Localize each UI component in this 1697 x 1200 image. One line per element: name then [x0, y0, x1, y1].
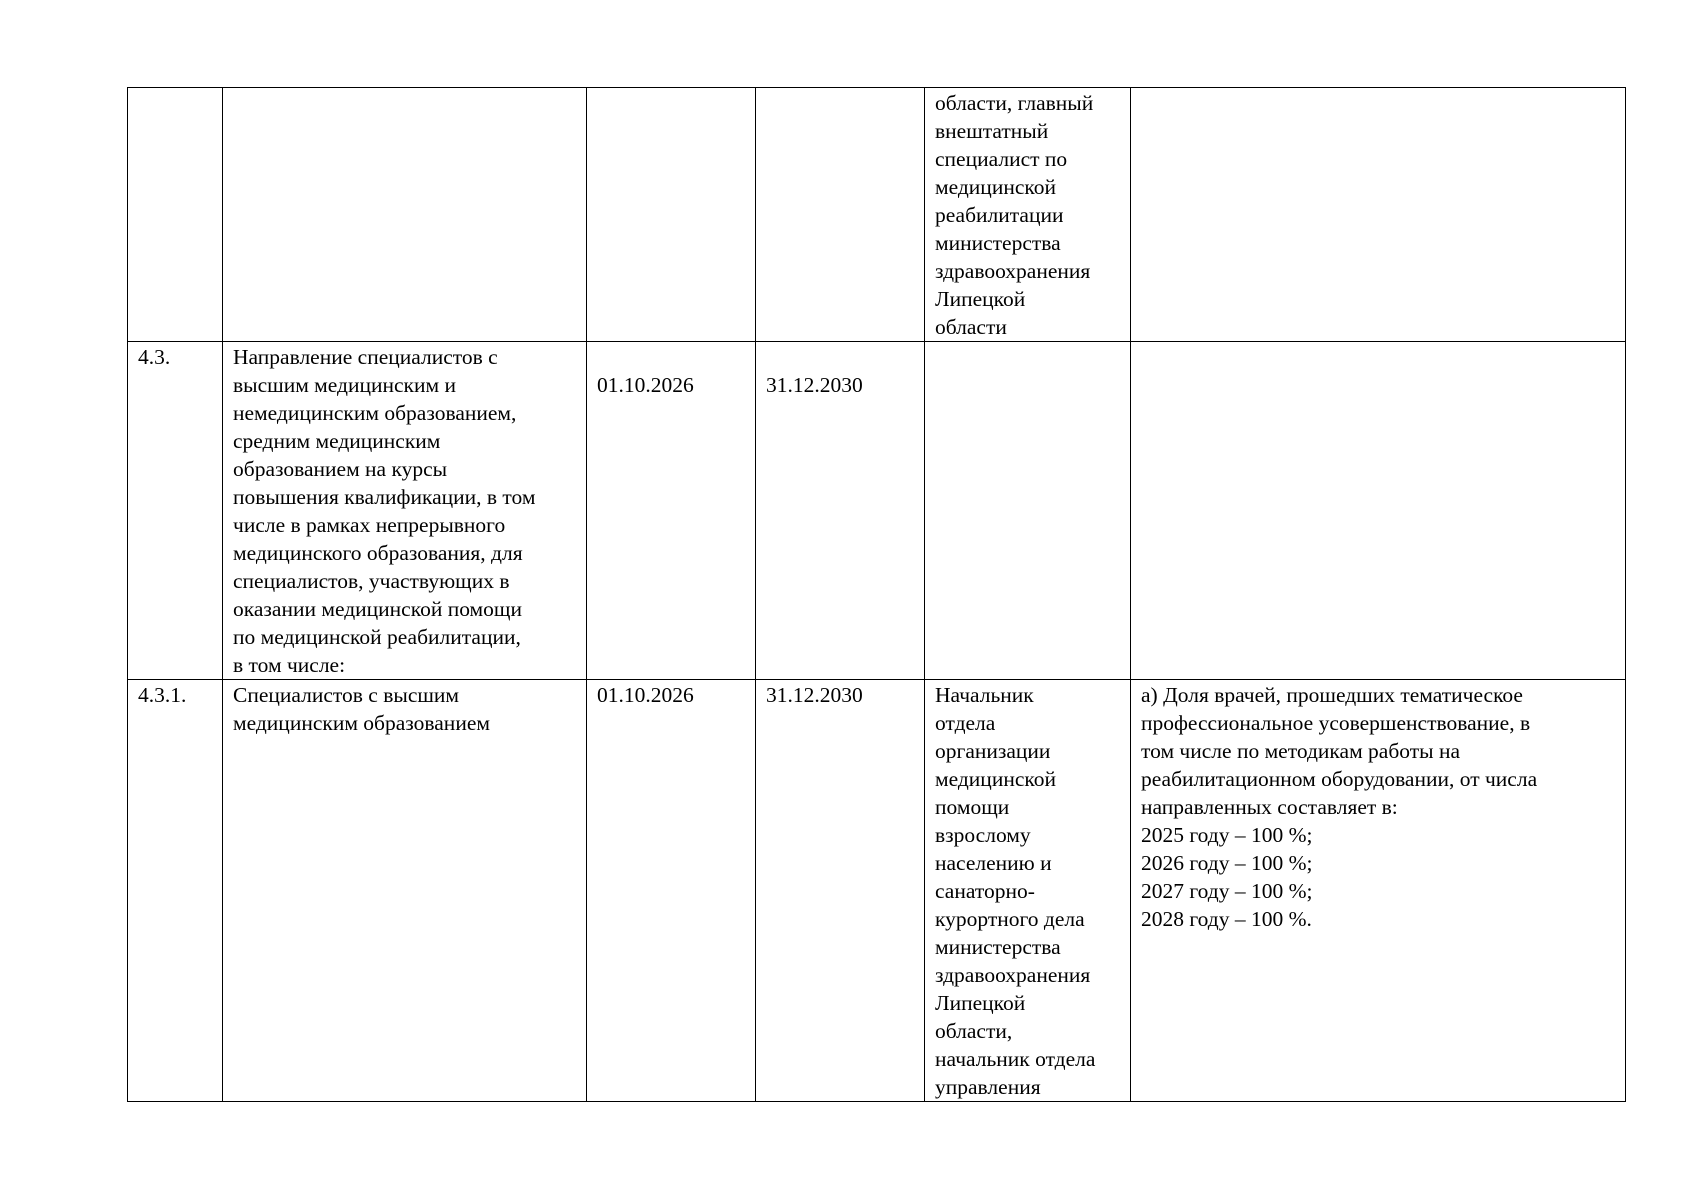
result-cell	[1131, 342, 1626, 680]
activity-name: Специалистов с высшим медицинским образованием	[233, 683, 490, 735]
row-number-cell	[128, 342, 223, 680]
activity-name-cell	[223, 342, 587, 680]
table-row	[128, 88, 1626, 342]
result-cell	[1131, 88, 1626, 342]
start-date-cell	[587, 88, 756, 342]
responsible-text: Начальник отдела организации медицинской помощи взрослому населению и санаторно- курортного дела министерства здравоохранения Липецкой области, начальник отдела управления	[935, 683, 1096, 1099]
row-number-cell	[128, 680, 223, 1102]
end-date: 31.12.2030	[766, 683, 863, 707]
start-date-cell	[587, 680, 756, 1102]
table-row	[128, 342, 1626, 680]
responsible-cell	[925, 342, 1131, 680]
start-date: 01.10.2026	[597, 683, 694, 707]
plan-table	[127, 87, 1626, 1102]
end-date-cell	[756, 680, 925, 1102]
row-number: 4.3.1.	[138, 683, 187, 707]
activity-name: Направление специалистов с высшим медицинским и немедицинским образованием, средним медицинским образованием на курсы повышения квалификации, в том числе в рамках непрерывного медицинского образования, для специалистов, участвующих в оказании медицинской помощи по медицинской реабилитации, в том числе:	[233, 345, 536, 677]
activity-name-cell	[223, 680, 587, 1102]
end-date: 31.12.2030	[766, 373, 863, 397]
row-number: 4.3.	[138, 345, 171, 369]
responsible-cell	[925, 88, 1131, 342]
end-date-cell	[756, 342, 925, 680]
row-number-cell	[128, 88, 223, 342]
end-date-cell	[756, 88, 925, 342]
start-date: 01.10.2026	[597, 373, 694, 397]
result-text: а) Доля врачей, прошедших тематическое профессиональное усовершенствование, в том числе по методикам работы на реабилитационном оборудовании, от числа направленных составляет в: 2025 году – 100 %; 2026 году – 100 %; 2027 году – 100 %; 2028 году – 100 %.	[1141, 683, 1538, 931]
table-row	[128, 680, 1626, 1102]
responsible-cell	[925, 680, 1131, 1102]
result-cell	[1131, 680, 1626, 1102]
activity-name-cell	[223, 88, 587, 342]
responsible-text: области, главный внештатный специалист по медицинской реабилитации министерства здравоохранения Липецкой области	[935, 91, 1094, 339]
start-date-cell	[587, 342, 756, 680]
